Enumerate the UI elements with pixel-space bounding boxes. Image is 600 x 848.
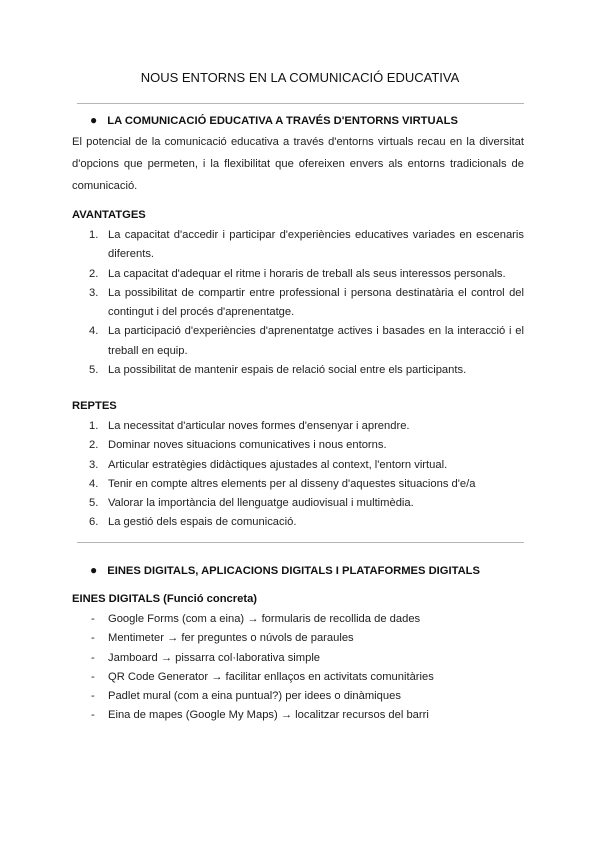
- list-item: 6. La gestió dels espais de comunicació.: [89, 516, 297, 529]
- section-heading-virtual: [90, 113, 458, 127]
- list-item: 2. Dominar noves situacions comunicatives i nous entorns.: [89, 439, 387, 452]
- reptes-heading: REPTES: [72, 400, 117, 412]
- list-item: 3. La possibilitat de compartir entre professional i persona destinatària el control del contingut i del procés d'aprenentatge.: [89, 286, 524, 319]
- page-title: NOUS ENTORNS EN LA COMUNICACIÓ EDUCATIVA: [140, 70, 460, 85]
- section-heading-tools: [90, 563, 480, 577]
- list-item: - Eina de mapes (Google My Maps) → localitzar recursos del barri: [91, 709, 429, 722]
- divider-top: [77, 103, 524, 104]
- eines-heading: EINES DIGITALS (Funció concreta): [72, 593, 258, 605]
- reptes-list: [72, 417, 524, 533]
- section-heading-text: EINES DIGITALS, APLICACIONS DIGITALS I PLATAFORMES DIGITALS: [107, 565, 480, 577]
- list-item: 5. Valorar la importància del llenguatge audiovisual i multimèdia.: [89, 497, 414, 510]
- list-item: 1. La capacitat d'accedir i participar d'experiències educatives variades en escenaris diferents.: [89, 229, 524, 261]
- list-item: - Google Forms (com a eina) → formularis de recollida de dades: [91, 613, 421, 625]
- bullet-icon: ●: [90, 113, 98, 127]
- avantatges-list: [72, 226, 524, 380]
- bullet-icon: ●: [90, 563, 98, 577]
- list-item: - Mentimeter → fer preguntes o núvols de paraules: [91, 632, 354, 645]
- list-item: 4. Tenir en compte altres elements per al disseny d'aquestes situacions d'e/a: [89, 477, 476, 490]
- list-item: 5. La possibilitat de mantenir espais de relació social entre els participants.: [89, 364, 467, 377]
- list-item: - Jamboard → pissarra col·laborativa simple: [91, 651, 321, 664]
- eines-list: [72, 610, 524, 726]
- avantatges-heading: AVANTATGES: [72, 209, 146, 221]
- list-item: 1. La necessitat d'articular noves formes d'ensenyar i aprendre.: [89, 420, 410, 432]
- intro-paragraph: El potencial de la comunicació educativa a través d'entorns virtuals recau en la diversitat d'opcions que permeten, i la flexibilitat que ofereixen envers als entorns tradicionals de comunicació.: [72, 136, 524, 192]
- divider-middle: [77, 542, 524, 543]
- section-heading-text: LA COMUNICACIÓ EDUCATIVA A TRAVÉS D'ENTORNS VIRTUALS: [107, 115, 458, 127]
- list-item: - Padlet mural (com a eina puntual?) per idees o dinàmiques: [91, 690, 401, 703]
- list-item: - QR Code Generator → facilitar enllaços en activitats comunitàries: [91, 670, 434, 683]
- list-item: 4. La participació d'experiències d'aprenentatge actives i basades en la interacció i el treball en equip.: [89, 325, 524, 357]
- list-item: 3. Articular estratègies didàctiques ajustades al context, l'entorn virtual.: [89, 458, 448, 471]
- list-item: 2. La capacitat d'adequar el ritme i horaris de treball als seus interessos personals.: [89, 267, 506, 280]
